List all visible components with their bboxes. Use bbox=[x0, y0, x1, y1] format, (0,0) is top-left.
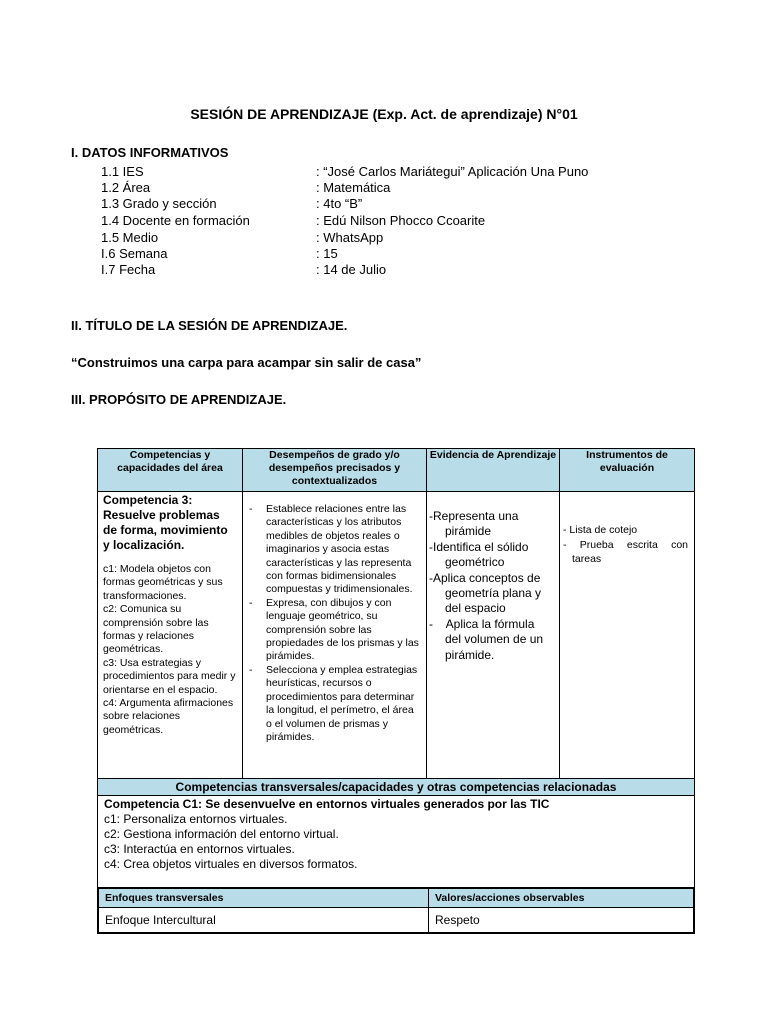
table-row bbox=[98, 888, 695, 934]
info-value: : Matemática bbox=[316, 180, 391, 195]
section-2-heading: II. TÍTULO DE LA SESIÓN DE APRENDIZAJE. bbox=[71, 318, 348, 333]
table-header-row bbox=[98, 449, 695, 492]
evidencia-cell bbox=[427, 492, 560, 779]
evidencia-item: -Aplica conceptos de geometría plana y del espacio bbox=[429, 570, 542, 616]
info-value: : WhatsApp bbox=[316, 230, 384, 245]
transversal-capacidad: c4: Crea objetos virtuales en diversos formatos. bbox=[104, 857, 358, 871]
info-label: 1.1 IES bbox=[101, 164, 144, 179]
enfoques-header-row bbox=[99, 889, 694, 908]
info-value: : 15 bbox=[316, 246, 338, 261]
competencia-title: Competencia 3: Resuelve problemas de forma, movimiento y localización. bbox=[103, 493, 228, 552]
transversal-capacidad: c3: Interactúa en entornos virtuales. bbox=[104, 842, 295, 856]
transversal-capacidad: c1: Personaliza entornos virtuales. bbox=[104, 812, 288, 826]
header-instrumentos: Instrumentos de evaluación bbox=[560, 449, 695, 492]
session-title: “Construimos una carpa para acampar sin salir de casa” bbox=[71, 355, 422, 370]
instrumento-item: - Lista de cotejo bbox=[563, 524, 638, 536]
capacidad-item: c1: Modela objetos con formas geométricas y sus transformaciones. bbox=[103, 563, 223, 602]
document-title: SESIÓN DE APRENDIZAJE (Exp. Act. de aprendizaje) N°01 bbox=[190, 106, 578, 122]
table-row bbox=[98, 492, 695, 779]
info-label: I.6 Semana bbox=[101, 246, 168, 261]
info-value: : 14 de Julio bbox=[316, 262, 387, 277]
instrumento-item: - Prueba escrita con tareas bbox=[563, 538, 688, 565]
info-label: 1.2 Área bbox=[101, 180, 151, 195]
transversal-competencia: Competencia C1: Se desenvuelve en entornos virtuales generados por las TIC bbox=[104, 797, 550, 811]
info-label: 1.3 Grado y sección bbox=[101, 196, 217, 211]
evidencia-item: -Identifica el sólido geométrico bbox=[429, 539, 529, 570]
info-label: I.7 Fecha bbox=[101, 262, 156, 277]
capacidades-list bbox=[103, 563, 237, 737]
instrumentos-cell bbox=[560, 492, 695, 779]
enfoques-table bbox=[98, 888, 694, 933]
evidencia-item: - Aplica la fórmula del volumen de un pirámide. bbox=[429, 616, 547, 662]
competencias-cell bbox=[98, 492, 243, 779]
table-row bbox=[98, 796, 695, 888]
info-label: 1.5 Medio bbox=[101, 230, 159, 245]
valores-header: Valores/acciones observables bbox=[429, 889, 694, 908]
valor-value: Respeto bbox=[429, 908, 694, 933]
info-label: 1.4 Docente en formación bbox=[101, 213, 250, 228]
header-evidencia: Evidencia de Aprendizaje bbox=[427, 449, 560, 492]
table-row bbox=[99, 908, 694, 933]
capacidad-item: c2: Comunica su comprensión sobre las formas y relaciones geométricas. bbox=[103, 603, 209, 656]
transversal-capacidad: c2: Gestiona información del entorno virtual. bbox=[104, 827, 339, 841]
enfoques-cell bbox=[98, 888, 695, 934]
desempeno-item: - Establece relaciones entre las características y los atributos medibles de objetos reales o imaginarios y asocia estas características y las representa con formas bidimensionales compuestas y tridimensionales. bbox=[249, 503, 420, 597]
header-desempenos: Desempeños de grado y/o desempeños precisados y contextualizados bbox=[243, 449, 427, 492]
info-value: : Edú Nilson Phocco Ccoarite bbox=[316, 213, 486, 228]
purpose-table bbox=[97, 448, 695, 934]
header-competencias: Competencias y capacidades del área bbox=[98, 449, 243, 492]
enfoque-value: Enfoque Intercultural bbox=[99, 908, 429, 933]
transversal-header: Competencias transversales/capacidades y otras competencias relacionadas bbox=[98, 779, 695, 796]
enfoques-header: Enfoques transversales bbox=[99, 889, 429, 908]
desempeno-item: - Selecciona y emplea estrategias heurísticas, recursos o procedimientos para determinar la longitud, el perímetro, el área o el volumen de prismas y pirámides. bbox=[249, 664, 420, 744]
transversal-header-row bbox=[98, 779, 695, 796]
desempeno-item: - Expresa, con dibujos y con lenguaje geométrico, su comprensión sobre las propiedades de los prismas y las pirámides. bbox=[249, 597, 420, 664]
transversal-cell bbox=[98, 796, 695, 888]
section-3-heading: III. PROPÓSITO DE APRENDIZAJE. bbox=[71, 392, 287, 407]
capacidad-item: c3: Usa estrategias y procedimientos para medir y orientarse en el espacio. bbox=[103, 656, 236, 696]
evidencia-item: -Representa una pirámide bbox=[429, 509, 519, 539]
desempenos-cell bbox=[243, 492, 427, 779]
info-value: : “José Carlos Mariátegui” Aplicación Una Puno bbox=[316, 164, 589, 179]
info-value: : 4to “B” bbox=[316, 196, 363, 211]
capacidad-item: c4: Argumenta afirmaciones sobre relaciones geométricas. bbox=[103, 697, 234, 736]
section-1-heading: I. DATOS INFORMATIVOS bbox=[71, 145, 229, 160]
